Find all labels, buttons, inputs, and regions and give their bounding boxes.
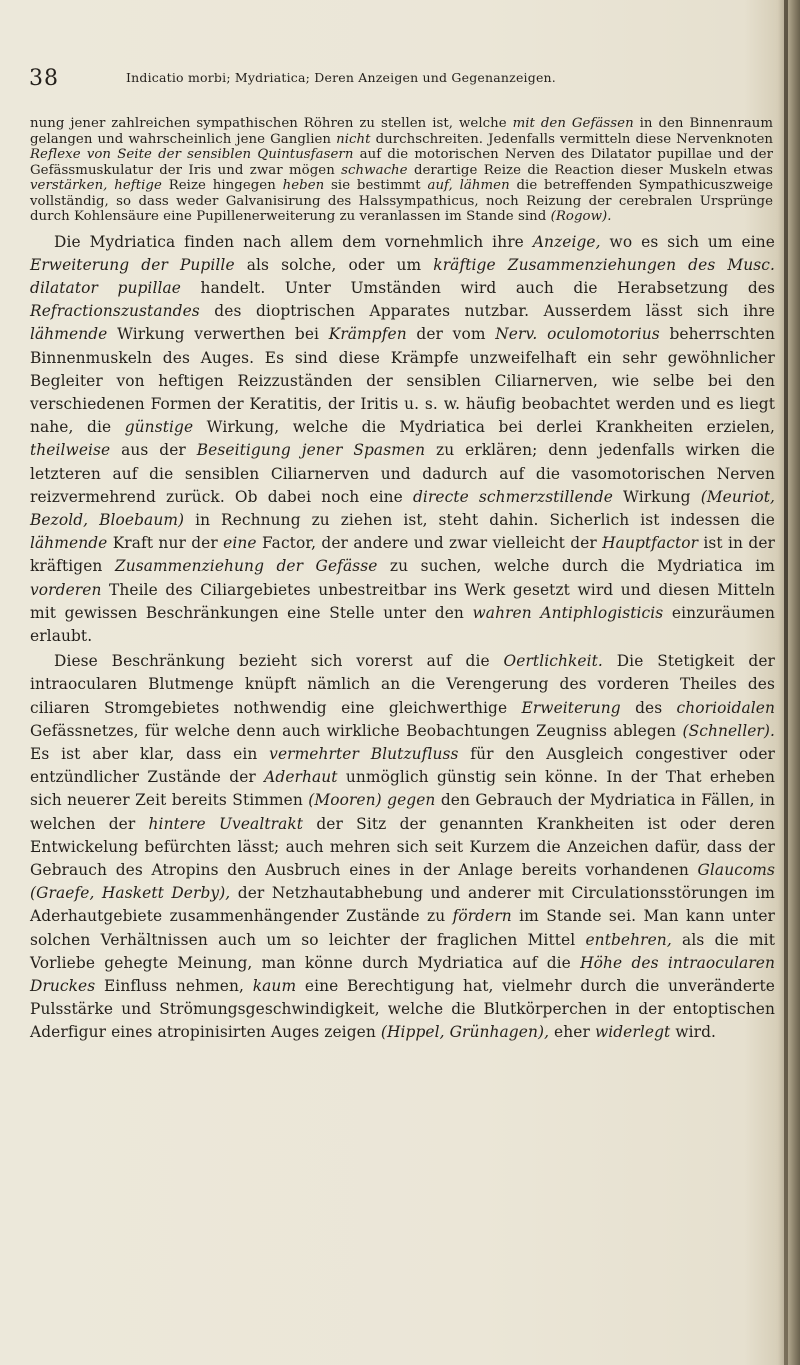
paragraph (30, 116, 773, 225)
italic-run: Aderhaut (264, 768, 338, 787)
text-run: Einfluss nehmen, (95, 977, 253, 995)
italic-run: (Rogow). (550, 209, 612, 224)
paragraph (30, 650, 775, 1044)
italic-run: hintere Uvealtrakt (148, 814, 304, 833)
text-run: in Rechnung zu ziehen ist, steht dahin. Sicherlich ist indessen die (184, 510, 775, 529)
italic-run: lähmende (30, 534, 108, 553)
text-run: einzuräumen erlaubt. (30, 603, 775, 645)
italic-run: Refractionszustandes (30, 302, 200, 321)
text-run: Kraft nur der (107, 534, 224, 553)
italic-run: Anzeige, (532, 232, 601, 251)
page-number: 38 (29, 66, 59, 91)
text-run: der Netzhautabhebung und anderer mit Circulationsstörungen im Aderhautgebiete zusammenhängender Zustände zu (30, 884, 775, 926)
text-run: eher (549, 1023, 595, 1042)
text-run: zu suchen, welche durch die Mydriatica im (377, 557, 776, 576)
italic-run: wahren Antiphlogisticis (472, 603, 664, 622)
italic-run: eine (223, 534, 257, 553)
text-run: zu erklären; denn jedenfalls wirken die letzteren auf die sensiblen Ciliarnerven und dadurch auf die vasomotorischen Nerven reizvermehrend zurück. Ob dabei noch eine (30, 441, 776, 506)
text-run: für den Ausgleich congestiver oder entzündlicher Zustände der (30, 744, 775, 787)
binding-edge (784, 0, 788, 1365)
text-run: Wirkung verwerthen bei (107, 325, 329, 344)
italic-run: (Meuriot, Bezold, Bloebaum) (30, 487, 775, 529)
text-run: Reize hingegen (161, 178, 283, 193)
italic-run: Oertlichkeit. (503, 652, 603, 671)
text-run: nung jener zahlreichen sympathischen Röhren zu stellen ist, welche (30, 116, 513, 131)
italic-run: theilweise (30, 441, 111, 460)
text-run: unmöglich günstig sein könne. In der That erheben sich neuerer Zeit bereits Stimmen (30, 768, 775, 810)
italic-run: heben (282, 178, 325, 193)
italic-run: directe schmerzstillende (412, 487, 613, 506)
italic-run: chorioidalen (676, 698, 775, 717)
text-run: Wirkung, welche die Mydriatica bei derlei Krankheiten erzielen, (193, 418, 775, 437)
italic-run: schwache (341, 162, 408, 178)
body-text (30, 116, 775, 1045)
text-run: im Stande sei. Man kann unter solchen Verhältnissen auch um so leichter der fraglichen Mittel (30, 907, 775, 949)
page-edge-shadow (778, 0, 800, 1365)
text-run: Wirkung (612, 487, 701, 506)
italic-run: kräftige Zusammenziehungen des Musc. dilatator pupillae (30, 255, 775, 297)
text-run: Theile des Ciliargebietes unbestreitbar ins Werk gesetzt wird und diesen Mitteln mit gewissen Beschränkungen eine Stelle unter den (30, 580, 775, 622)
text-run: durchschreiten. Jedenfalls vermitteln diese Nervenknoten (370, 131, 773, 147)
text-run: des dioptrischen Apparates nutzbar. Ausserdem lässt sich ihre (199, 302, 775, 321)
text-run: in den Binnenraum gelangen und wahrscheinlich jene Ganglien (30, 116, 773, 147)
italic-run: verstärken, heftige (30, 178, 162, 193)
text-run: Diese Beschränkung bezieht sich vorerst auf die (54, 652, 504, 671)
text-run: der Sitz der genannten Krankheiten ist oder deren Entwickelung befürchten lässt; auch mehren sich seit Kurzem die Anzeichen dafür, dass der Gebrauch des Atropins den Ausbruch eines in der Anlage bereits vorhandenen (30, 814, 775, 879)
italic-run: entbehren, (585, 930, 672, 949)
italic-run: vermehrter Blutzufluss (269, 744, 459, 763)
italic-run: Erweiterung (521, 698, 621, 717)
text-run: auf die motorischen Nerven des Dilatator pupillae und der Gefässmuskulatur der Iris und zwar mögen (30, 147, 773, 178)
italic-run: widerlegt (594, 1023, 671, 1042)
text-run: wo es sich um eine (600, 232, 775, 251)
page-header (29, 66, 749, 98)
italic-run: Zusammenziehung der Gefässe (114, 557, 378, 576)
text-run: als die mit Vorliebe gehegte Meinung, man könne durch Mydriatica auf die (30, 930, 775, 972)
text-run: der vom (406, 325, 496, 344)
text-run: beherrschten Binnenmuskeln des Auges. Es sind diese Krämpfe unzweifelhaft ein sehr gewöhnlicher Begleiter von heftigen Reizzuständen der sensiblen Ciliarnerven, wie selbe bei den verschiedenen Formen der Keratitis, der Iritis u. s. w. häufig beobachtet werden und es liegt nahe, die (30, 325, 775, 437)
italic-run: mit den Gefässen (512, 116, 634, 131)
italic-run: Hauptfactor (602, 534, 699, 553)
italic-run: Höhe des intraocularen Druckes (30, 953, 776, 995)
text-run: eine Berechtigung hat, vielmehr durch die unveränderte Pulsstärke und Strömungsgeschwindigkeit, welche die Blutkörperchen in der entoptischen Aderfigur eines atropinisirten Auges zeigen (30, 977, 776, 1042)
italic-run: Glaucoms (Graefe, Haskett Derby), (30, 860, 775, 903)
paragraph (30, 231, 775, 649)
italic-run: fördern (452, 907, 512, 926)
italic-run: kaum (252, 977, 297, 995)
text-run: des (620, 698, 677, 717)
running-head: Indicatio morbi; Mydriatica; Deren Anzeigen und Gegenanzeigen. (126, 70, 556, 85)
italic-run: (Schneller). (682, 721, 775, 740)
text-run: derartige Reize die Reaction dieser Muskeln etwas (407, 162, 774, 178)
text-run: handelt. Unter Umständen wird auch die Herabsetzung des (180, 278, 775, 297)
text-run: als solche, oder um (234, 255, 434, 274)
italic-run: vorderen (30, 580, 102, 599)
italic-run: günstige (124, 418, 194, 437)
text-run: die betreffenden Sympathicuszweige vollständig, so dass weder Galvanisirung des Halssympathicus, noch Reizung der cerebralen Ursprünge durch Kohlensäure eine Pupillenerweiterung zu veranlassen im Stande sind (30, 178, 773, 224)
text-run: Es ist aber klar, dass ein (30, 744, 270, 763)
italic-run: (Hippel, Grünhagen), (380, 1023, 550, 1042)
text-run: Factor, der andere und zwar vielleicht der (256, 534, 603, 553)
italic-run: Beseitigung jener Spasmen (196, 441, 426, 460)
italic-run: lähmende (30, 325, 108, 344)
italic-run: nicht (336, 131, 371, 147)
text-run: Gefässnetzes, für welche denn auch wirkliche Beobachtungen Zeugniss ablegen (30, 721, 683, 740)
italic-run: Reflexe von Seite der sensiblen Quintusfasern (30, 147, 354, 162)
text-run: aus der (110, 441, 197, 460)
italic-run: auf, lähmen (427, 178, 510, 193)
text-run: ist in der kräftigen (30, 534, 775, 576)
text-run: Die Stetigkeit der intraocularen Blutmenge knüpft nämlich an die Verengerung des vorderen Theiles des ciliaren Stromgebietes nothwendig eine gleichwerthige (30, 652, 775, 717)
text-run: den Gebrauch der Mydriatica in Fällen, in welchen der (30, 791, 775, 833)
italic-run: Krämpfen (328, 325, 407, 344)
text-run: sie bestimmt (324, 178, 428, 193)
italic-run: Nerv. oculomotorius (495, 325, 660, 344)
text-run: Die Mydriatica finden nach allem dem vornehmlich ihre (54, 232, 533, 251)
italic-run: Erweiterung der Pupille (30, 255, 235, 274)
text-run: wird. (670, 1023, 717, 1042)
italic-run: (Mooren) gegen (308, 791, 436, 810)
